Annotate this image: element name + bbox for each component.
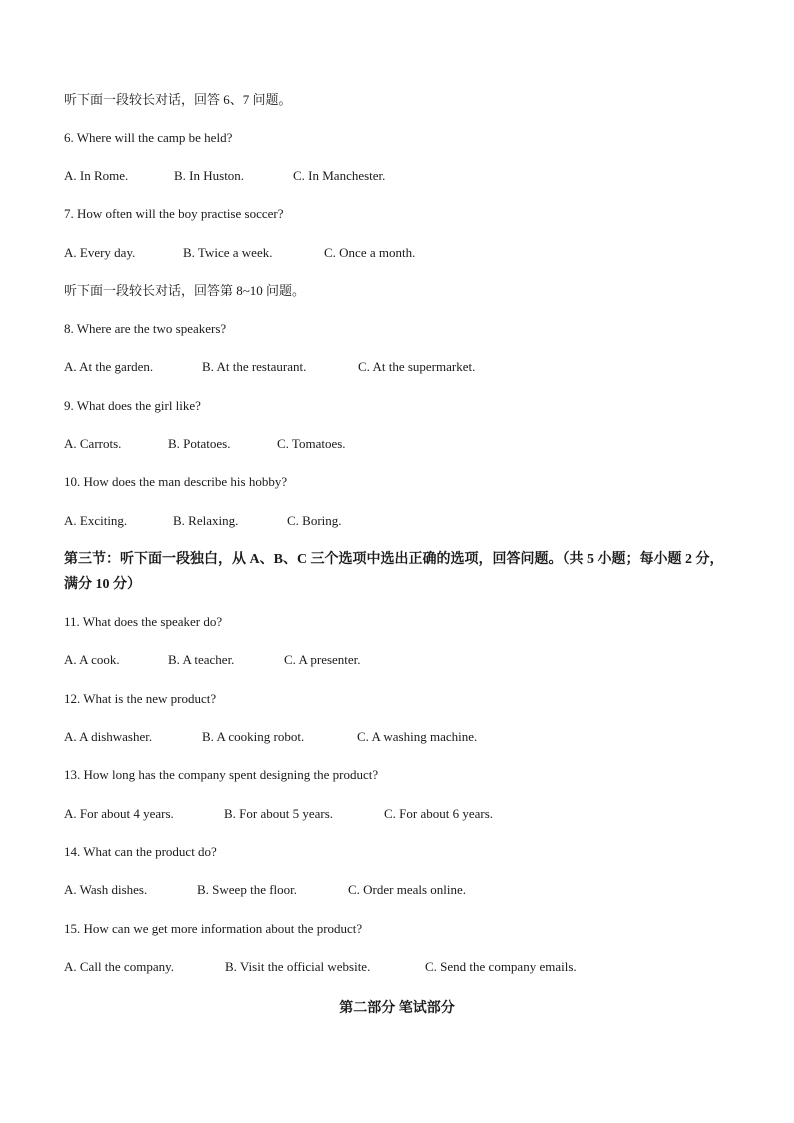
option-b: B. For about 5 years. xyxy=(224,806,334,821)
instruction-dialog-6-7: 听下面一段较长对话，回答 6、7 问题。 xyxy=(64,92,292,107)
section-3-heading: 第三节：听下面一段独白，从 A、B、C 三个选项中选出正确的选项，回答问题。（共 5 小题；每小题 2 分，满分 10 分） xyxy=(64,552,724,592)
option-a: A. A cook. xyxy=(64,652,120,667)
option-c: C. A washing machine. xyxy=(357,729,478,744)
option-b: B. Relaxing. xyxy=(173,513,239,528)
option-b: B. A teacher. xyxy=(168,652,235,667)
option-a: A. Wash dishes. xyxy=(64,882,148,897)
option-a: A. Call the company. xyxy=(64,959,174,974)
option-b: B. Potatoes. xyxy=(168,436,231,451)
question-stem-14: 14. What can the product do? xyxy=(64,844,217,859)
option-a: A. Every day. xyxy=(64,245,136,260)
part-2-title: 第二部分 笔试部分 xyxy=(339,1001,455,1016)
option-b: B. Visit the official website. xyxy=(225,959,371,974)
option-a: A. In Rome. xyxy=(64,168,129,183)
option-a: A. Carrots. xyxy=(64,436,122,451)
question-stem-11: 11. What does the speaker do? xyxy=(64,614,223,629)
option-b: B. A cooking robot. xyxy=(202,729,305,744)
option-b: B. At the restaurant. xyxy=(202,359,307,374)
question-stem-15: 15. How can we get more information about the product? xyxy=(64,921,363,936)
option-c: C. For about 6 years. xyxy=(384,806,494,821)
option-a: A. For about 4 years. xyxy=(64,806,174,821)
option-c: C. In Manchester. xyxy=(293,168,386,183)
option-c: C. A presenter. xyxy=(284,652,361,667)
option-c: C. At the supermarket. xyxy=(358,359,476,374)
question-stem-6: 6. Where will the camp be held? xyxy=(64,130,233,145)
question-stem-7: 7. How often will the boy practise soccer? xyxy=(64,206,284,221)
option-b: B. In Huston. xyxy=(174,168,245,183)
option-b: B. Sweep the floor. xyxy=(197,882,298,897)
option-a: A. A dishwasher. xyxy=(64,729,153,744)
option-c: C. Send the company emails. xyxy=(425,959,577,974)
option-c: C. Boring. xyxy=(287,513,342,528)
option-b: B. Twice a week. xyxy=(183,245,273,260)
option-a: A. At the garden. xyxy=(64,359,154,374)
question-stem-12: 12. What is the new product? xyxy=(64,691,217,706)
option-c: C. Once a month. xyxy=(324,245,416,260)
option-c: C. Order meals online. xyxy=(348,882,467,897)
question-stem-8: 8. Where are the two speakers? xyxy=(64,321,227,336)
option-a: A. Exciting. xyxy=(64,513,128,528)
question-stem-13: 13. How long has the company spent designing the product? xyxy=(64,767,379,782)
instruction-dialog-8-10: 听下面一段较长对话，回答第 8~10 问题。 xyxy=(64,283,306,298)
option-c: C. Tomatoes. xyxy=(277,436,346,451)
question-stem-9: 9. What does the girl like? xyxy=(64,398,201,413)
question-stem-10: 10. How does the man describe his hobby? xyxy=(64,474,288,489)
